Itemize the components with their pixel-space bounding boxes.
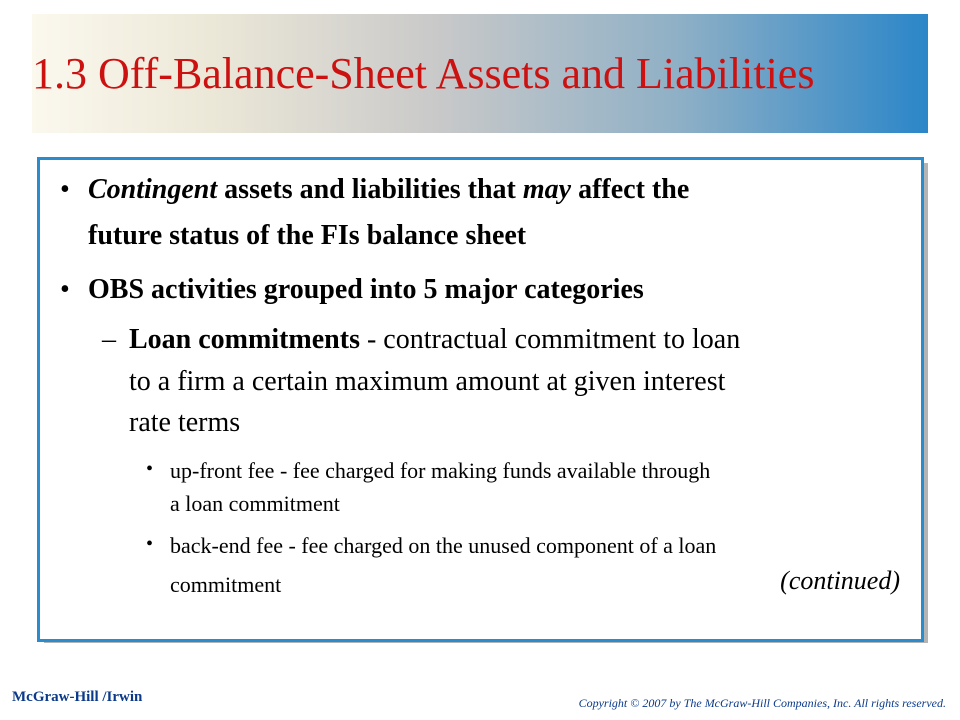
fee-item-1-line-2: a loan commitment	[170, 491, 340, 516]
bullet-2-line-1: OBS activities grouped into 5 major categories	[88, 274, 644, 305]
copyright-notice: Copyright © 2007 by The McGraw-Hill Companies, Inc. All rights reserved.	[578, 696, 946, 710]
bullet-dot: •	[60, 274, 70, 305]
fee-item-1-line-1: up-front fee - fee charged for making funds available through	[170, 458, 711, 483]
fee-item-2-line-1: back-end fee - fee charged on the unused component of a loan	[170, 533, 717, 558]
emphasis-may: may	[522, 174, 572, 205]
continued-note: (continued)	[780, 566, 900, 595]
sub-bullet-line-1: Loan commitments - contractual commitment to loan	[129, 324, 741, 355]
emphasis-contingent: Contingent	[88, 174, 218, 205]
bullet-dot: •	[146, 458, 154, 480]
dash-marker: –	[102, 324, 116, 355]
sub-bullet-line-3: rate terms	[129, 407, 241, 438]
bullet-1-line-1: Contingent assets and liabilities that may affect the	[88, 174, 690, 205]
bullet-dot: •	[60, 174, 70, 205]
fee-item-2-line-2: commitment	[170, 572, 282, 597]
slide-title: 1.3 Off-Balance-Sheet Assets and Liabilities	[32, 49, 815, 98]
term-loan-commitments: Loan commitments	[129, 324, 360, 355]
bullet-1-line-2: future status of the FIs balance sheet	[88, 220, 527, 251]
publisher-label: McGraw-Hill /Irwin	[12, 689, 143, 705]
sub-bullet-line-2: to a firm a certain maximum amount at given interest	[129, 366, 726, 397]
bullet-dot: •	[146, 533, 154, 555]
